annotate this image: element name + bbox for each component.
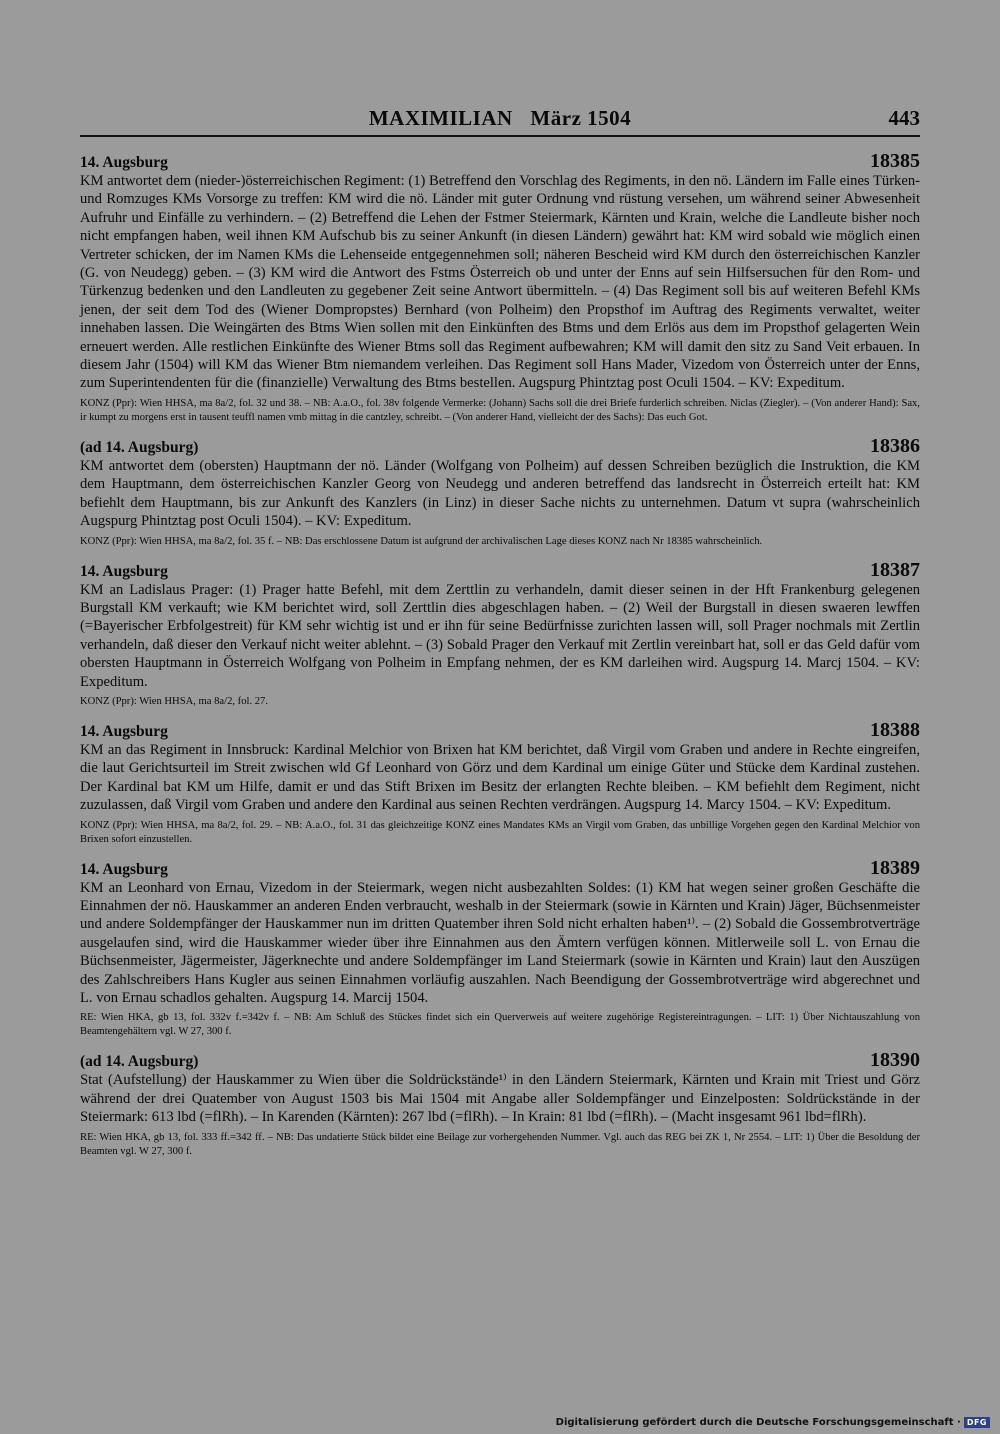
entry-number: 18386: [870, 434, 920, 457]
entry-note: KONZ (Ppr): Wien HHSA, ma 8a/2, fol. 32 und 38. – NB: A.a.O., fol. 38v folgende Vermerke: (Johann) Sachs soll die drei Briefe furderlich schreiben. Niclas (Ziegler). – (Von anderer Hand): Sax, ir kumpt zu morgens erst in tausent teuffl namen vmb mittag in die cantzley, schreibt. – (Von anderer Hand, vielleicht der des Sachs): Das euch Got.: [80, 397, 920, 423]
entry-body: KM an das Regiment in Innsbruck: Kardinal Melchior von Brixen hat KM berichtet, daß Virgil vom Graben und andere in Rechte eingreifen, die laut Gerichtsurteil im Streit zwischen wld Gf Leonhard von Görz und dem Kardinal um einige Güter und Stücke dem Kardinal zustehen. Der Kardinal bat KM um Hilfe, damit er und das Stift Brixen im Besitz der erlangten Rechte bleiben. – KM befiehlt dem Regiment, nicht zuzulassen, daß Virgil vom Graben und andere den Kardinal aus seinen Rechten verdrängen. Augspurg 14. Marcy 1504. – KV: Expeditum.: [80, 741, 920, 814]
running-title-date: März 1504: [530, 106, 632, 130]
entry-date: 14. Augsburg: [80, 562, 168, 580]
entry-heading: [80, 1049, 920, 1071]
entry-number: 18389: [870, 856, 920, 879]
entry-body: KM an Ladislaus Prager: (1) Prager hatte Befehl, mit dem Zerttlin zu verhandeln, damit dieser seinen in der Hft Frankenburg gelegenen Burgstall KM verkauft; wie KM berichtet wird, soll Zerttlin dies abgeschlagen haben. – (2) Weil der Burgstall in diesen swaeren lewffen (=Bayerischer Erbfolgestreit) für KM sehr wichtig ist und er ihn für seine Bedürfnisse zurichten lassen will, soll Prager nochmals mit Zertlin verhandeln, daß dieser den Verkauf nicht weiter ablehnt. – (3) Sobald Prager den Verkauf mit Zertlin vereinbart hat, soll er das Geld dafür vom obersten Hauptmann in Österreich Wolfgang von Polheim in Empfang nehmen, der es KM darleihen wird. Augspurg 14. Marcj 1504. – KV: Expeditum.: [80, 581, 920, 690]
entry-date: 14. Augsburg: [80, 154, 168, 171]
entry-date: 14. Augsburg: [80, 860, 168, 878]
entry-body: Stat (Aufstellung) der Hauskammer zu Wien über die Soldrückstände¹⁾ in den Ländern Steiermark, Kärnten und Krain mit Triest und Görz während der drei Quatember von August 1503 bis Mai 1504 mit Angabe aller Soldempfänger und Einzelposten: Soldrückstände in der Steiermark: 613 lbd (=flRh). – In Karenden (Kärnten): 267 lbd (=flRh). – In Krain: 81 lbd (=flRh). – (Macht insgesamt 961 lbd=flRh).: [80, 1072, 920, 1126]
entry-body: KM an Leonhard von Ernau, Vizedom in der Steiermark, wegen nicht ausbezahlten Soldes: (1) KM hat wegen seiner großen Geschäfte die Einnahmen der nö. Hauskammer an anderen Enden verbraucht, weshalb in der Steiermark (sowie in Kärnten und Krain) Jäger, Büchsenmeister und andere Soldempfänger der Hauskammer nun im dritten Quatember ihren Sold nicht erhalten haben¹⁾. – (2) Sobald die Gossembrotverträge ausgelaufen sind, wird die Hauskammer wieder über ihre Einnahmen aus den Ämtern verfügen können. Mitlerweile soll L. von Ernau die Büchsenmeister, Jägermeister, Jägerknechte und andere Soldempfänger im Land Steiermark (sowie in Kärnten und Krain) laut den Auszügen des Zahlschreibers Hans Kugler aus seinen Einnahmen vorläufig auszahlen. Nach Beendigung der Gossembrotverträge wird abgerechnet und L. von Ernau schadlos gehalten. Augspurg 14. Marcij 1504.: [80, 879, 920, 1006]
funding-footer: [556, 1415, 990, 1429]
running-title: [80, 106, 920, 131]
entries-list: [80, 150, 920, 1169]
entry-body: KM antwortet dem (nieder-)österreichischen Regiment: (1) Betreffend den Vorschlag des Regiments, in den nö. Ländern im Falle eines Türken- und Romzuges KMs Vorsorge zu treffen: KM wird die nö. Länder mit guter Ordnung vnd rüstung versehen, um während seiner Abwesenheit Aufruhr und Einfälle zu verhindern. – (2) Betreffend die Lehen der Fstmer Steiermark, Kärnten und Krain, welche die Landleute bisher noch nicht empfangen haben, weil ihnen KM Aufschub bis zu seiner Ankunft (in diesen Ländern) gewährt hat: KM wird sobald wie möglich einen Vertreter schicken, der im Namen KMs die Lehenseide entgegennehmen soll; näheren Bescheid wird KM durch den österreichischen Kanzler (G. von Neudegg) geben. – (3) KM wird die Antwort des Fstms Österreich ob und unter der Enns auf sein Hilfsersuchen für den Rom- und Türkenzug bedenken und den Landleuten zu gegebener Zeit seine Antwort übermitteln. – (4) Das Regiment soll bis auf weiteren Befehl KMs jenen, der seit dem Tod des (Wiener Dompropstes) Bernhard (von Polheim) den Propsthof im Auftrag des Regiments verwaltet, weiter innehaben lassen. Die Weingärten des Btms Wien sollen mit den Einkünften des Btms und dem Erlös aus dem im Propsthof gelagerten Wein erneuert werden. Alle restlichen Einkünfte des Wiener Btms soll das Regiment aufbewahren; KM will damit den sitz zu Sand Veit erbauen. In diesem Jahr (1504) will KM das Wiener Btm niemandem verleihen. Das Regiment soll Hans Mader, Vizedom von Österreich unter der Enns, zum Superintendenten für die (finanzielle) Verwaltung des Btms bestellen. Augspurg Phintztag post Oculi 1504. – KV: Expeditum.: [80, 173, 920, 392]
entry: [80, 559, 920, 709]
page-number: 443: [888, 106, 920, 130]
entry-note: RE: Wien HKA, gb 13, fol. 333 ff.=342 ff. – NB: Das undatierte Stück bildet eine Beilage zur vorhergehenden Nummer. Vgl. auch das REG bei ZK 1, Nr 2554. – LIT: 1) Über die Besoldung der Beamten vgl. W 27, 300 f.: [80, 1131, 920, 1157]
entry: [80, 150, 920, 425]
entry-date: (ad 14. Augsburg): [80, 1053, 199, 1071]
entry-note: KONZ (Ppr): Wien HHSA, ma 8a/2, fol. 29. – NB: A.a.O., fol. 31 das gleichzeitige KONZ eines Mandates KMs an Virgil vom Graben, das unbillige Vorgehen gegen den Kardinal Melchior von Brixen sofort einzustellen.: [80, 819, 920, 845]
header-rule: [80, 135, 920, 137]
entry-heading: [80, 559, 920, 581]
entry-date: (ad 14. Augsburg): [80, 438, 199, 456]
entry: [80, 1049, 920, 1158]
running-head: [80, 106, 920, 138]
entry-number: 18387: [870, 558, 920, 581]
entry-heading: [80, 435, 920, 457]
entry-heading: [80, 857, 920, 879]
footer-text: Digitalisierung gefördert durch die Deutsche Forschungsgemeinschaft ·: [555, 1416, 961, 1428]
entry-note: KONZ (Ppr): Wien HHSA, ma 8a/2, fol. 35 f. – NB: Das erschlossene Datum ist aufgrund der archivalischen Lage dieses KONZ nach Nr 18385 wahrscheinlich.: [80, 535, 763, 547]
entry-number: 18390: [870, 1049, 920, 1072]
running-title-name: MAXIMILIAN: [368, 106, 513, 130]
entry-note: KONZ (Ppr): Wien HHSA, ma 8a/2, fol. 27.: [80, 695, 268, 707]
entry: [80, 719, 920, 847]
entry-note: RE: Wien HKA, gb 13, fol. 332v f.=342v f. – NB: Am Schluß des Stückes findet sich ein Querverweis auf weitere zugehörige Registereintragungen. – LIT: 1) Über Nichtauszahlung von Beamtengehältern vgl. W 27, 300 f.: [80, 1012, 920, 1038]
entry-number: 18385: [870, 150, 920, 172]
entry-number: 18388: [870, 718, 920, 741]
entry-date: 14. Augsburg: [80, 722, 168, 740]
entry-heading: [80, 150, 920, 172]
entry-body: KM antwortet dem (obersten) Hauptmann der nö. Länder (Wolfgang von Polheim) auf dessen Schreiben bezüglich die Instruktion, die KM dem Hauptmann, dem österreichischen Kanzler Georg von Neudegg und anderen betreffend das landsrecht in Österreich erteilt hat: KM befiehlt dem Hauptmann, bis zur Ankunft des Kanzlers (in Linz) in dieser Sache nichts zu unternehmen. Datum vt supra (wahrscheinlich Augspurg Phintztag post Oculi 1504). – KV: Expeditum.: [80, 457, 920, 530]
entry: [80, 857, 920, 1040]
entry-heading: [80, 719, 920, 741]
dfg-logo: DFG: [964, 1417, 990, 1428]
entry: [80, 435, 920, 549]
